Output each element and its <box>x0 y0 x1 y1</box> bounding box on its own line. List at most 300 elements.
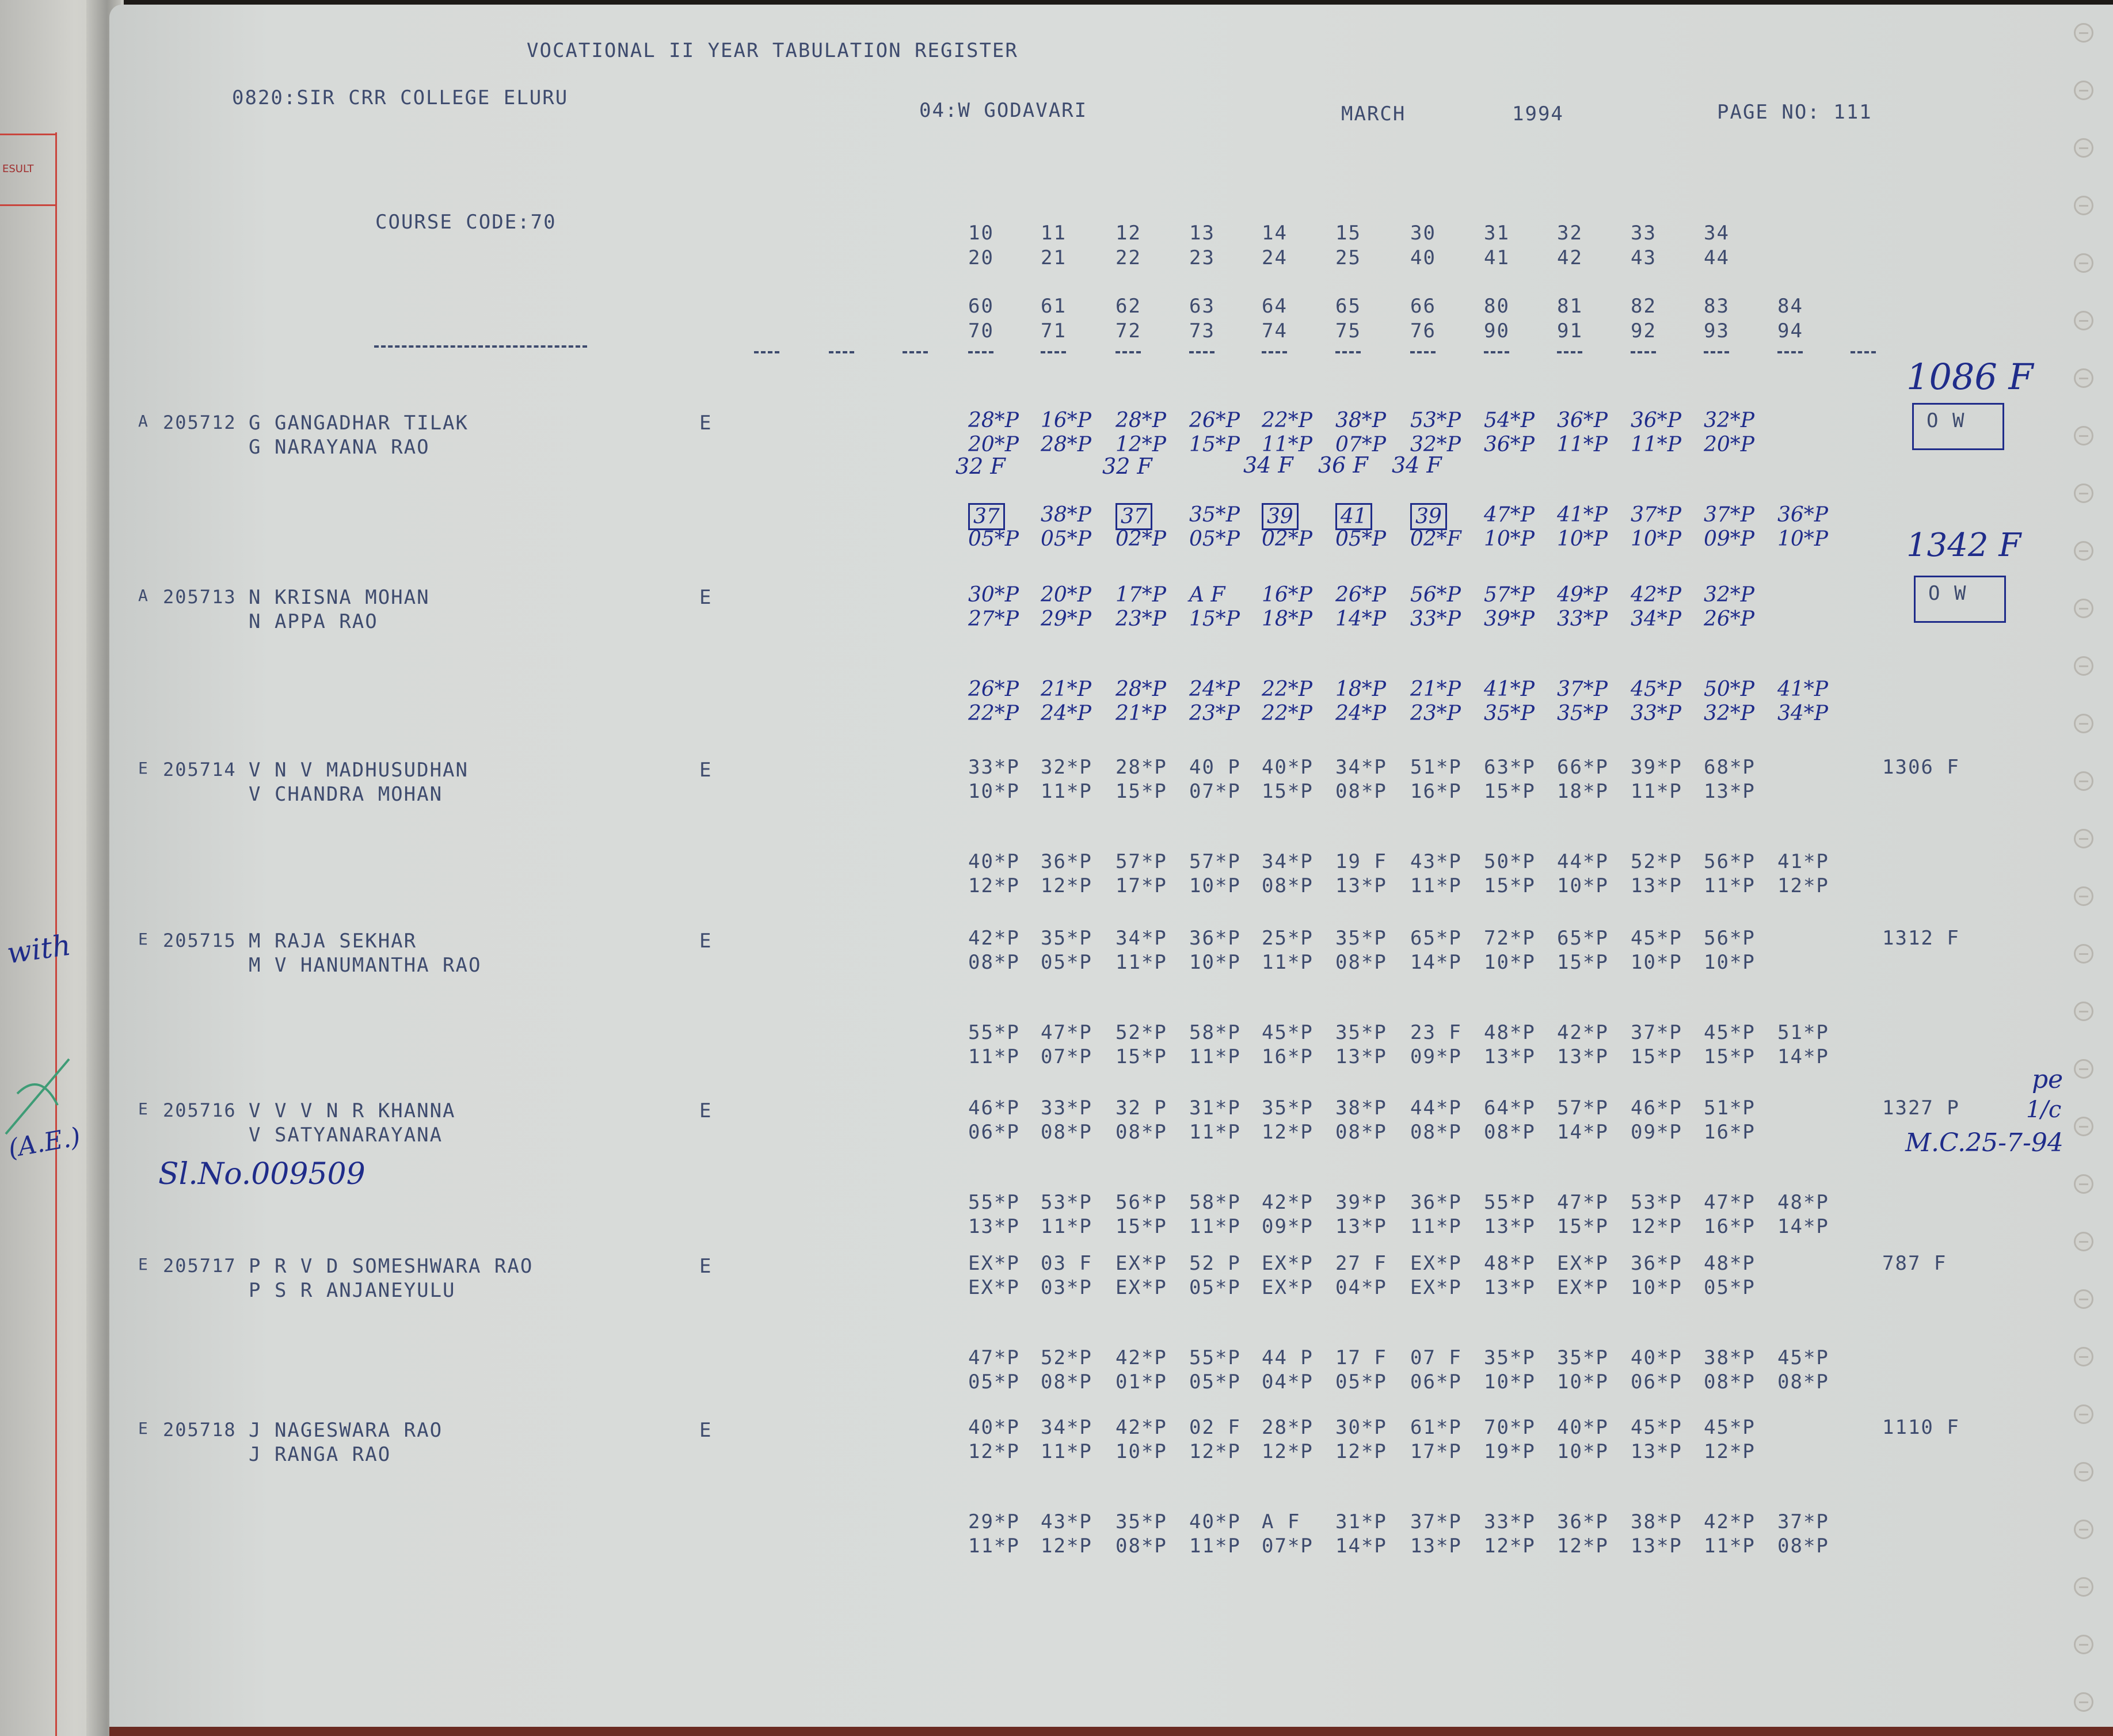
student-roll: 205714 <box>163 759 237 781</box>
subject-code: 12 <box>1115 222 1141 245</box>
subject-code: 64 <box>1262 295 1288 318</box>
mark-cell: 12*P <box>1041 1535 1092 1558</box>
mark-cell: 45*P <box>1262 1021 1314 1044</box>
subject-code: 75 <box>1335 319 1361 342</box>
serial-number: Sl.No.009509 <box>158 1157 366 1191</box>
mark-cell: 38*P <box>1704 1346 1756 1369</box>
mark-cell: 11*P <box>1631 433 1682 456</box>
mark-cell: 06*P <box>1410 1370 1462 1394</box>
mark-cell: 10*P <box>1631 1276 1682 1299</box>
subject-code: 24 <box>1262 246 1288 269</box>
mark-cell: 23*P <box>1115 607 1167 631</box>
father-name: J RANGA RAO <box>249 1443 391 1466</box>
student-name: V N V MADHUSUDHAN <box>249 759 469 782</box>
mark-cell: 31*P <box>1189 1097 1241 1120</box>
mark-cell: 34*P <box>1777 702 1829 725</box>
mark-cell: 13*P <box>1704 780 1756 803</box>
subject-code: 65 <box>1335 295 1361 318</box>
note-mc-date: M.C.25-7-94 <box>1905 1128 2063 1158</box>
mark-cell: 20*P <box>1704 433 1755 456</box>
mark-cell: 22*P <box>1262 702 1313 725</box>
subject-code: 20 <box>968 246 994 269</box>
mark-cell: 08*P <box>1335 951 1387 974</box>
mark-cell: 13*P <box>968 1215 1020 1238</box>
mark-cell: 15*P <box>1189 607 1240 631</box>
subject-code: 42 <box>1557 246 1583 269</box>
mark-cell: 15*P <box>1115 1215 1167 1238</box>
mark-cell: EX*P <box>968 1252 1020 1275</box>
mark-cell: 42*P <box>968 927 1020 950</box>
mark-cell: 36*P <box>1631 1252 1682 1275</box>
mark-cell: 15*P <box>1631 1045 1682 1068</box>
mark-cell: 72*P <box>1484 927 1536 950</box>
mark-cell: 12*P <box>968 1440 1020 1463</box>
mark-cell: 21*P <box>1041 677 1092 701</box>
mark-cell: 57*P <box>1189 850 1241 873</box>
separator-dash <box>1704 351 1729 353</box>
mark-cell: 07*P <box>1262 1535 1314 1558</box>
margin-note-ae: (A.E.) <box>6 1122 83 1164</box>
subject-code: 81 <box>1557 295 1583 318</box>
subject-code: 30 <box>1410 222 1436 245</box>
mark-cell: 31*P <box>1335 1510 1387 1533</box>
mark-cell: 32*P <box>1410 433 1461 456</box>
subject-code: 66 <box>1410 295 1436 318</box>
mark-cell: 08*P <box>1115 1535 1167 1558</box>
mark-cell: 13*P <box>1631 874 1682 897</box>
note-1c: 1/c <box>2026 1097 2062 1123</box>
mark-cell: 13*P <box>1335 1215 1387 1238</box>
mark-cell: 38*P <box>1041 503 1092 527</box>
mark-cell: 14*P <box>1557 1121 1609 1144</box>
mark-cell: 37*P <box>1704 503 1755 527</box>
mark-cell: 52*P <box>1631 850 1682 873</box>
mark-cell: 27*P <box>968 607 1019 631</box>
mark-cell: 35*P <box>1189 503 1240 527</box>
mark-cell: 33*P <box>1631 702 1682 725</box>
mark-cell: 12*P <box>1631 1215 1682 1238</box>
mark-cell: EX*P <box>968 1276 1020 1299</box>
page-number: PAGE NO: 111 <box>1717 101 1872 124</box>
mark-cell: 35*P <box>1335 1021 1387 1044</box>
mark-cell: 41*P <box>1777 850 1829 873</box>
mark-cell: 08*P <box>1410 1121 1462 1144</box>
subject-code: 44 <box>1704 246 1730 269</box>
mark-cell: 08*P <box>1335 1121 1387 1144</box>
correction-3: 34 F <box>1243 452 1293 478</box>
mark-cell: 26*P <box>968 677 1019 701</box>
mark-cell: 37*P <box>1631 1021 1682 1044</box>
mark-cell: 40*P <box>968 1416 1020 1439</box>
mark-cell: 43*P <box>1410 850 1462 873</box>
subject-code: 40 <box>1410 246 1436 269</box>
mark-cell: 52*P <box>1041 1346 1092 1369</box>
mark-cell: 17*P <box>1410 1440 1462 1463</box>
mark-cell: 34*P <box>1631 607 1682 631</box>
mark-cell: 48*P <box>1777 1191 1829 1214</box>
correction-1: 32 F <box>955 454 1006 479</box>
father-name: P S R ANJANEYULU <box>249 1279 456 1302</box>
mark-cell: 05*P <box>1704 1276 1756 1299</box>
mark-cell: 63*P <box>1484 756 1536 779</box>
mark-cell: 08*P <box>1777 1535 1829 1558</box>
punch-hole <box>2074 886 2093 906</box>
mark-cell: 28*P <box>1041 433 1092 456</box>
mark-cell: 35*P <box>1115 1510 1167 1533</box>
mark-cell: 45*P <box>1777 1346 1829 1369</box>
mark-cell: 36*P <box>1041 850 1092 873</box>
father-name: N APPA RAO <box>249 610 378 633</box>
mark-cell: 55*P <box>968 1191 1020 1214</box>
mark-cell: 52 P <box>1189 1252 1241 1275</box>
mark-cell: 08*P <box>1704 1370 1756 1394</box>
mark-cell: 07*P <box>1041 1045 1092 1068</box>
mark-cell: 48*P <box>1704 1252 1756 1275</box>
mark-cell: 42*P <box>1115 1416 1167 1439</box>
mark-cell: 16*P <box>1704 1215 1756 1238</box>
mark-cell: 36*P <box>1777 503 1829 527</box>
mark-cell: 10*P <box>1557 874 1609 897</box>
mark-cell: 11*P <box>1631 780 1682 803</box>
mark-cell: 12*P <box>1041 874 1092 897</box>
mark-cell: EX*P <box>1115 1276 1167 1299</box>
mark-cell: 07*P <box>1189 780 1241 803</box>
mark-cell: 49*P <box>1557 583 1608 607</box>
mark-cell: 21*P <box>1410 677 1461 701</box>
mark-cell: 42*P <box>1262 1191 1314 1214</box>
subject-code: 13 <box>1189 222 1215 245</box>
mark-cell: 12*P <box>1557 1535 1609 1558</box>
punch-hole <box>2074 426 2093 446</box>
mark-cell: 08*P <box>1777 1370 1829 1394</box>
mark-cell: 05*P <box>1335 1370 1387 1394</box>
result-label: ESULT <box>2 163 34 175</box>
mark-cell: 64*P <box>1484 1097 1536 1120</box>
subject-code: 10 <box>968 222 994 245</box>
mark-cell: 32*P <box>1704 583 1755 607</box>
student-name: J NAGESWARA RAO <box>249 1419 443 1442</box>
subject-code: 76 <box>1410 319 1436 342</box>
subject-code: 23 <box>1189 246 1215 269</box>
punch-holes <box>2067 23 2101 1727</box>
punch-hole <box>2074 771 2093 791</box>
separator-dash <box>1631 351 1656 353</box>
separator-dash <box>1335 351 1361 353</box>
mark-cell: 12*P <box>1484 1535 1536 1558</box>
mark-cell: 10*P <box>1484 951 1536 974</box>
mark-cell: 08*P <box>1262 874 1314 897</box>
subject-code: 71 <box>1041 319 1067 342</box>
mark-cell: 36*P <box>1557 1510 1609 1533</box>
mark-cell: 10*P <box>968 780 1020 803</box>
student-grade: A <box>138 412 149 431</box>
separator-dash <box>1777 351 1803 353</box>
mark-cell: 03 F <box>1041 1252 1092 1275</box>
subject-code: 22 <box>1115 246 1141 269</box>
mark-cell: 58*P <box>1189 1191 1241 1214</box>
mark-cell: 57*P <box>1557 1097 1609 1120</box>
mark-cell: 07*P <box>1335 433 1387 456</box>
mark-cell: 08*P <box>1335 780 1387 803</box>
mark-cell: 48*P <box>1484 1021 1536 1044</box>
mark-cell: 40*P <box>1557 1416 1609 1439</box>
mark-cell: 55*P <box>1484 1191 1536 1214</box>
mark-cell: 46*P <box>1631 1097 1682 1120</box>
mark-cell: 11*P <box>1115 951 1167 974</box>
mark-cell: 36*P <box>1631 409 1682 432</box>
mark-cell: 40*P <box>968 850 1020 873</box>
mark-cell: 53*P <box>1410 409 1461 432</box>
mark-cell: 15*P <box>1484 874 1536 897</box>
mark-cell: 35*P <box>1335 927 1387 950</box>
student-total: 787 F <box>1882 1252 1947 1275</box>
mark-cell: 23*P <box>1410 702 1461 725</box>
mark-cell: 16*P <box>1704 1121 1756 1144</box>
mark-cell: 57*P <box>1484 583 1535 607</box>
mark-cell: 09*P <box>1631 1121 1682 1144</box>
punch-hole <box>2074 311 2093 330</box>
punch-hole <box>2074 1232 2093 1251</box>
mark-cell: 50*P <box>1704 677 1755 701</box>
mark-cell: 61*P <box>1410 1416 1462 1439</box>
total-205713: 1342 F <box>1906 527 2021 564</box>
separator-dash <box>1851 351 1876 353</box>
college-name: 0820:SIR CRR COLLEGE ELURU <box>232 86 569 109</box>
subject-code: 84 <box>1777 295 1803 318</box>
mark-cell: 15*P <box>1115 780 1167 803</box>
mark-cell: 33*P <box>1484 1510 1536 1533</box>
mark-cell: 45*P <box>1704 1021 1756 1044</box>
mark-cell: 02*P <box>1262 527 1313 551</box>
mark-cell: 55*P <box>968 1021 1020 1044</box>
mark-cell: 14*P <box>1777 1045 1829 1068</box>
subject-code: 21 <box>1041 246 1067 269</box>
result-box <box>0 134 55 206</box>
father-name: V CHANDRA MOHAN <box>249 783 443 806</box>
mark-cell: 09*P <box>1410 1045 1462 1068</box>
mark-cell: 11*P <box>1704 1535 1756 1558</box>
student-name: M RAJA SEKHAR <box>249 930 417 953</box>
student-roll: 205716 <box>163 1099 237 1121</box>
mark-cell: 05*P <box>968 1370 1020 1394</box>
subject-code: 61 <box>1041 295 1067 318</box>
mark-cell: 56*P <box>1704 850 1756 873</box>
mark-cell: 38*P <box>1631 1510 1682 1533</box>
mark-cell: 13*P <box>1484 1276 1536 1299</box>
mark-cell: 15*P <box>1189 433 1240 456</box>
mark-cell: 43*P <box>1041 1510 1092 1533</box>
mark-cell: 26*P <box>1189 409 1240 432</box>
mark-cell: 10*P <box>1777 527 1829 551</box>
mark-cell: 19 F <box>1335 850 1387 873</box>
separator-dash <box>829 351 854 353</box>
mark-cell: 08*P <box>1484 1121 1536 1144</box>
mark-cell: 38*P <box>1335 409 1387 432</box>
mark-cell: 35*P <box>1041 927 1092 950</box>
mark-cell: 42*P <box>1704 1510 1756 1533</box>
mark-cell: 07 F <box>1410 1346 1462 1369</box>
mark-cell: 29*P <box>1041 607 1092 631</box>
mark-cell: 15*P <box>1557 951 1609 974</box>
mark-cell: 06*P <box>968 1121 1020 1144</box>
subject-code: 91 <box>1557 319 1583 342</box>
mark-cell: 53*P <box>1631 1191 1682 1214</box>
mark-cell: 35*P <box>1262 1097 1314 1120</box>
mark-cell: 12*P <box>1189 1440 1241 1463</box>
mark-cell: 17*P <box>1115 583 1167 607</box>
correction-4: 36 F <box>1318 452 1368 478</box>
mark-cell: 11*P <box>1262 951 1314 974</box>
mark-cell: 30*P <box>968 583 1019 607</box>
mark-cell: 34*P <box>1335 756 1387 779</box>
separator-dash <box>1484 351 1509 353</box>
mark-cell: 35*P <box>1557 1346 1609 1369</box>
mark-cell: 14*P <box>1335 607 1387 631</box>
mark-cell: 36*P <box>1557 409 1608 432</box>
mark-cell: 10*P <box>1631 527 1682 551</box>
mark-cell: 11*P <box>1041 1215 1092 1238</box>
mark-cell: 22*P <box>1262 409 1313 432</box>
medium: E <box>699 586 713 609</box>
mark-cell: 28*P <box>1115 756 1167 779</box>
student-name: N KRISNA MOHAN <box>249 586 430 609</box>
mark-cell: 41*P <box>1777 677 1829 701</box>
green-scribble <box>0 1036 81 1140</box>
mark-cell: 23 F <box>1410 1021 1462 1044</box>
mark-cell: 56*P <box>1704 927 1756 950</box>
mark-cell: 23*P <box>1189 702 1240 725</box>
mark-cell: 02 F <box>1189 1416 1241 1439</box>
medium: E <box>699 1419 713 1442</box>
mark-cell: 35*P <box>1484 1346 1536 1369</box>
mark-cell: 12*P <box>968 874 1020 897</box>
mark-cell: 28*P <box>968 409 1019 432</box>
mark-cell: 05*P <box>1041 951 1092 974</box>
separator-dash <box>754 351 779 353</box>
mark-cell: 11*P <box>1704 874 1756 897</box>
mark-cell: 36*P <box>1189 927 1241 950</box>
mark-cell: EX*P <box>1557 1252 1609 1275</box>
mark-cell: 11*P <box>1189 1045 1241 1068</box>
mark-cell: 44*P <box>1557 850 1609 873</box>
mark-cell: 11*P <box>1410 1215 1462 1238</box>
mark-cell: 06*P <box>1631 1370 1682 1394</box>
subject-code: 34 <box>1704 222 1730 245</box>
subject-code: 63 <box>1189 295 1215 318</box>
mark-cell: 40*P <box>1262 756 1314 779</box>
mark-cell: 02*P <box>1115 527 1167 551</box>
margin-note-with: with <box>5 928 73 970</box>
mark-cell: 12*P <box>1777 874 1829 897</box>
student-total: 1306 F <box>1882 756 1960 779</box>
mark-cell: 34*P <box>1115 927 1167 950</box>
subject-code: 92 <box>1631 319 1657 342</box>
mark-cell: 34*P <box>1041 1416 1092 1439</box>
mark-cell: 65*P <box>1557 927 1609 950</box>
medium: E <box>699 930 713 953</box>
mark-cell: 12*P <box>1262 1440 1314 1463</box>
separator-dash <box>1189 351 1215 353</box>
mark-cell: 68*P <box>1704 756 1756 779</box>
mark-cell: 15*P <box>1484 780 1536 803</box>
mark-cell: 14*P <box>1335 1535 1387 1558</box>
punch-hole <box>2074 1692 2093 1712</box>
mark-cell: 17*P <box>1115 874 1167 897</box>
student-roll: 205715 <box>163 930 237 951</box>
student-grade: A <box>138 586 149 605</box>
mark-cell: 24*P <box>1189 677 1240 701</box>
mark-cell: 32 P <box>1115 1097 1167 1120</box>
mark-cell: 55*P <box>1189 1346 1241 1369</box>
subject-code: 25 <box>1335 246 1361 269</box>
mark-cell: 10*P <box>1115 1440 1167 1463</box>
mark-cell: 41*P <box>1484 677 1535 701</box>
mark-cell: 32*P <box>1704 409 1755 432</box>
mark-cell: 10*P <box>1557 1370 1609 1394</box>
mark-cell: 04*P <box>1262 1370 1314 1394</box>
mark-cell: 04*P <box>1335 1276 1387 1299</box>
subject-code: 43 <box>1631 246 1657 269</box>
student-roll: 205712 <box>163 412 237 433</box>
separator-dash <box>1410 351 1436 353</box>
mark-cell: 56*P <box>1410 583 1461 607</box>
mark-cell: 10*P <box>1631 951 1682 974</box>
mark-cell: 37 <box>968 503 1005 530</box>
mark-cell: 13*P <box>1410 1535 1462 1558</box>
mark-cell: 37*P <box>1631 503 1682 527</box>
subject-code: 82 <box>1631 295 1657 318</box>
mark-cell: 36*P <box>1484 433 1535 456</box>
subject-code: 72 <box>1115 319 1141 342</box>
medium: E <box>699 1099 713 1122</box>
punch-hole <box>2074 656 2093 676</box>
mark-cell: A F <box>1189 583 1225 607</box>
punch-hole <box>2074 1635 2093 1654</box>
student-name: G GANGADHAR TILAK <box>249 412 469 435</box>
mark-cell: 38*P <box>1335 1097 1387 1120</box>
mark-cell: 58*P <box>1189 1021 1241 1044</box>
mark-cell: 37*P <box>1410 1510 1462 1533</box>
page-bottom-edge <box>109 1727 2113 1736</box>
punch-hole <box>2074 196 2093 215</box>
status-205712: O W <box>1927 409 1966 432</box>
mark-cell: 16*P <box>1410 780 1462 803</box>
mark-cell: 42*P <box>1631 583 1682 607</box>
mark-cell: 25*P <box>1262 927 1314 950</box>
mark-cell: 10*P <box>1189 951 1241 974</box>
mark-cell: 11*P <box>1189 1535 1241 1558</box>
punch-hole <box>2074 599 2093 618</box>
mark-cell: 08*P <box>1041 1121 1092 1144</box>
mark-cell: 13*P <box>1335 874 1387 897</box>
mark-cell: 28*P <box>1115 677 1167 701</box>
mark-cell: 56*P <box>1115 1191 1167 1214</box>
mark-cell: 13*P <box>1557 1045 1609 1068</box>
student-grade: E <box>138 1255 149 1274</box>
mark-cell: 11*P <box>1262 433 1313 456</box>
mark-cell: 45*P <box>1631 927 1682 950</box>
mark-cell: 16*P <box>1041 409 1092 432</box>
punch-hole <box>2074 484 2093 503</box>
mark-cell: 10*P <box>1557 1440 1609 1463</box>
mark-cell: 12*P <box>1335 1440 1387 1463</box>
mark-cell: 42*P <box>1115 1346 1167 1369</box>
mark-cell: 70*P <box>1484 1416 1536 1439</box>
punch-hole <box>2074 1462 2093 1482</box>
mark-cell: 37*P <box>1557 677 1608 701</box>
mark-cell: 32*P <box>1704 702 1755 725</box>
punch-hole <box>2074 1520 2093 1539</box>
